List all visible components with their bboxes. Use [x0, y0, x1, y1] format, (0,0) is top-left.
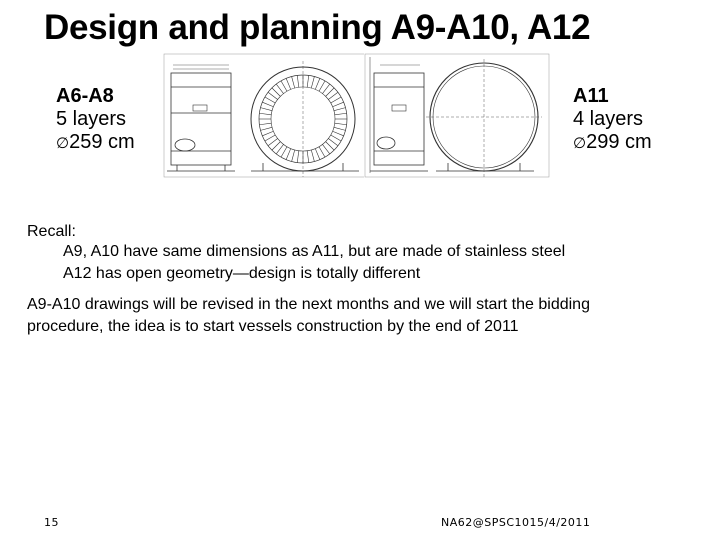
footer-date: 5/4/2011: [537, 516, 591, 529]
diameter-symbol: ∅: [573, 135, 587, 152]
vessel-drawing-a11: [364, 53, 550, 178]
spec-name: A11: [573, 85, 609, 107]
paragraph-line: A9-A10 drawings will be revised in the next months and we will start the bidding: [27, 296, 590, 313]
vessel-drawing-a6-a8: [163, 53, 375, 178]
recall-heading: Recall:: [27, 223, 76, 240]
spec-a11: [573, 85, 652, 155]
slide-title: Design and planning A9-A10, A12: [44, 8, 591, 47]
spec-diameter: 259 cm: [69, 131, 135, 153]
recall-line: A9, A10 have same dimensions as A11, but are made of stainless steel: [63, 243, 566, 260]
spec-diameter: 299 cm: [586, 131, 652, 153]
paragraph-line: procedure, the idea is to start vessels construction by the end of 2011: [27, 318, 519, 335]
spec-layers: 4 layers: [573, 108, 644, 130]
recall-line: A12 has open geometry—design is totally different: [63, 265, 421, 282]
spec-name: A6-A8: [56, 85, 114, 107]
page-number: 15: [44, 516, 59, 529]
diameter-symbol: ∅: [56, 135, 70, 152]
spec-a6-a8: [56, 85, 135, 155]
spec-diameter-row: [573, 131, 652, 155]
footer-event: NA62@SPSC101: [441, 516, 538, 529]
spec-layers: 5 layers: [56, 108, 127, 130]
spec-diameter-row: [56, 131, 135, 155]
